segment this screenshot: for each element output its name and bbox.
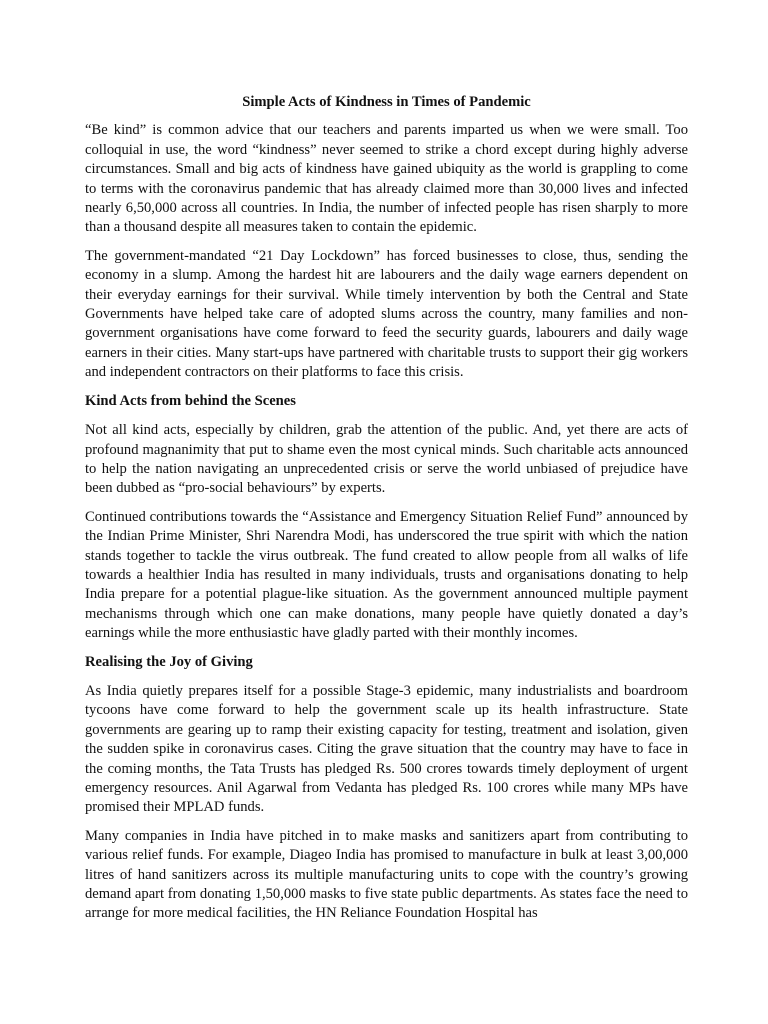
paragraph-industrialists: As India quietly prepares itself for a possible Stage-3 epidemic, many industrialists and boardroom tycoons have come forward to help the government scale up its health infrastructure. State governments are gearing up to ramp their existing capacity for testing, treatment and isolation, given the sudden spike in coronavirus cases. Citing the grave situation that the country may have to face in the coming months, the Tata Trusts has pledged Rs. 500 crores towards timely deployment of urgent emergency resources. Anil Agarwal from Vedanta has pledged Rs. 100 crores while many MPs have promised their MPLAD funds. — [85, 682, 688, 816]
document-page — [85, 93, 688, 933]
paragraph-companies: Many companies in India have pitched in to make masks and sanitizers apart from contributing to various relief funds. For example, Diageo India has promised to manufacture in bulk at least 3,00,000 litres of hand sanitizers across its multiple manufacturing units to cope with the country’s growing demand apart from donating 1,50,000 masks to five state public departments. As states face the need to arrange for more medical facilities, the HN Reliance Foundation Hospital has — [85, 827, 688, 922]
paragraph-relief-fund: Continued contributions towards the “Assistance and Emergency Situation Relief Fund” announced by the Indian Prime Minister, Shri Narendra Modi, has underscored the true spirit with which the nation stands together to tackle the virus outbreak. The fund created to allow people from all walks of life towards a healthier India has resulted in many individuals, trusts and organisations donating to help India prepare for a potential plague-like situation. As the government announced multiple payment mechanisms through which one can make donations, many people have quietly donated a day’s earnings while the more enthusiastic have gladly parted with their monthly incomes. — [85, 508, 688, 642]
section-heading-kind-acts: Kind Acts from behind the Scenes — [85, 392, 296, 409]
paragraph-lockdown: The government-mandated “21 Day Lockdown” has forced businesses to close, thus, sending the economy in a slump. Among the hardest hit are labourers and the daily wage earners dependent on their everyday earnings for their survival. While timely intervention by both the Central and State Governments have helped take care of adopted slums across the country, many families and non-government organisations have come forward to feed the security guards, labourers and daily wage earners in their cities. Many start-ups have partnered with charitable trusts to support their gig workers and independent contractors on their platforms to face this crisis. — [85, 247, 688, 381]
section-heading-joy-of-giving: Realising the Joy of Giving — [85, 653, 253, 670]
paragraph-pro-social: Not all kind acts, especially by children, grab the attention of the public. And, yet there are acts of profound magnanimity that put to shame even the most cynical minds. Such charitable acts announced to help the nation navigating an unprecedented crisis or serve the world unbiased of prejudice have been dubbed as “pro-social behaviours” by experts. — [85, 422, 688, 497]
paragraph-intro: “Be kind” is common advice that our teachers and parents imparted us when we were small. Too colloquial in use, the word “kindness” never seemed to strike a chord except during highly adverse circumstances. Small and big acts of kindness have gained ubiquity as the world is grappling to come to terms with the coronavirus pandemic that has already claimed more than 30,000 lives and infected nearly 6,50,000 across all countries. In India, the number of infected people has risen sharply to more than a thousand despite all measures taken to contain the epidemic. — [85, 122, 688, 236]
document-title: Simple Acts of Kindness in Times of Pandemic — [242, 94, 531, 110]
